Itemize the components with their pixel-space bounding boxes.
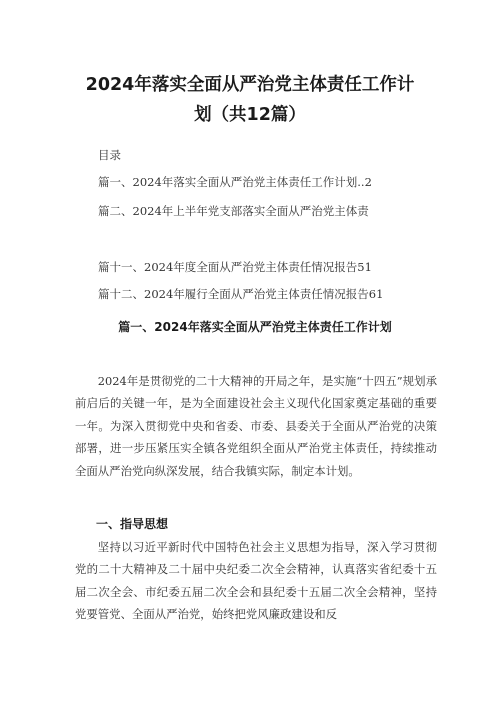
document-title [60, 70, 440, 130]
document-title-line-2: 划（共12篇） [194, 105, 306, 125]
section-heading: 篇一、2024年落实全面从严治党主体责任工作计划 [118, 320, 392, 334]
document-title-line-1: 2024年落实全面从严治党主体责任工作计 [85, 75, 415, 95]
toc-label: 目录 [98, 148, 121, 162]
guiding-ideology-paragraph: 坚持以习近平新时代中国特色社会主义思想为指导，深入学习贯彻党的二十大精神及二十届中央纪委二次全会精神，认真落实省纪委十五届二次全会、市纪委五届二次全会和县纪委十五届二次全会精神，坚持党要管党、全面从严治党，始终把党风廉政建设和反 [75, 540, 437, 622]
toc-item-12[interactable]: 篇十二、2024年履行全面从严治党主体责任情况报告61 [98, 287, 384, 301]
toc-item-11[interactable]: 篇十一、2024年度全面从严治党主体责任情况报告51 [98, 260, 372, 274]
toc-item-1[interactable]: 篇一、2024年落实全面从严治党主体责任工作计划..2 [98, 175, 372, 189]
sub-heading-guiding-ideology: 一、指导思想 [96, 517, 169, 531]
intro-paragraph: 2024年是贯彻党的二十大精神的开局之年，是实施“十四五”规划承前启后的关键一年，是为全面建设社会主义现代化国家奠定基础的重要一年。为深入贯彻党中央和省委、市委、县委关于全面从严治党的决策部署，进一步压紧压实全镇各党组织全面从严治党主体责任，持续推动全面从严治党向纵深发展，结合我镇实际，制定本计划。 [75, 374, 437, 478]
toc-item-2[interactable]: 篇二、2024年上半年党支部落实全面从严治党主体责 [98, 204, 369, 218]
